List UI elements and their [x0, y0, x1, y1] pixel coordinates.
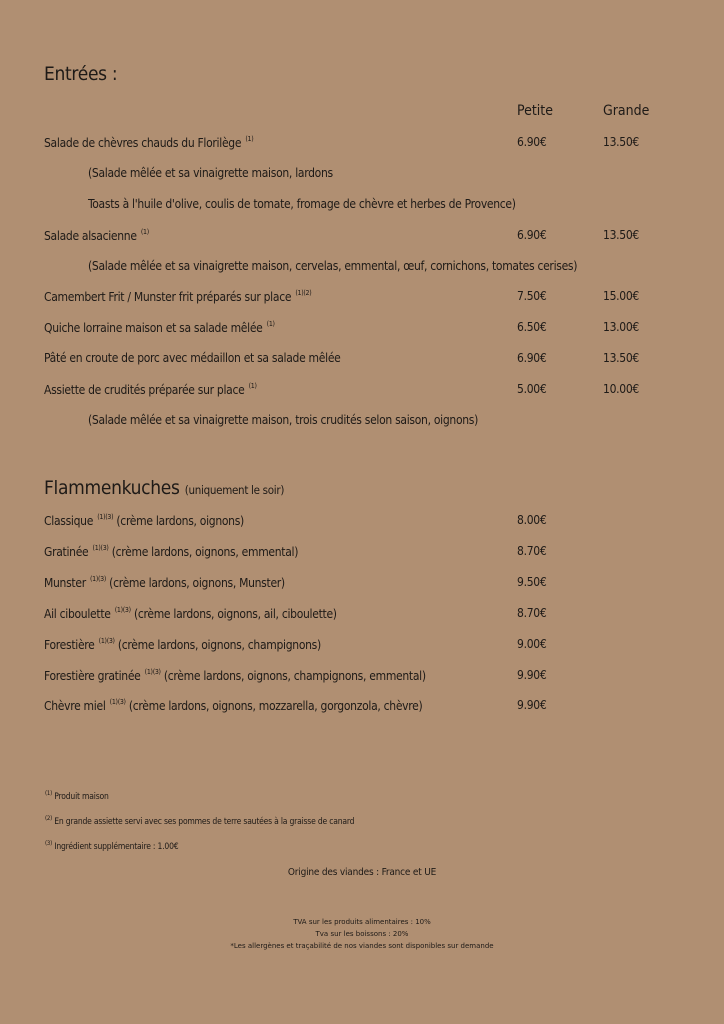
- menu-item-salade-alsacienne: [44, 228, 724, 246]
- item-footnote-mark: (1)(3): [98, 637, 115, 645]
- footnote-mark: (1): [45, 790, 53, 797]
- menu-item-munster: [44, 575, 724, 593]
- item-name: Ail ciboulette: [44, 607, 111, 621]
- price-grande: 13.50€: [603, 228, 639, 242]
- price: 9.90€: [517, 668, 547, 682]
- item-name: Camembert Frit / Munster frit préparés sur place: [44, 290, 292, 304]
- price: 8.70€: [517, 544, 547, 558]
- price-petite: 7.50€: [517, 289, 547, 303]
- item-name: Pâté en croute de porc avec médaillon et sa salade mêlée: [44, 351, 341, 365]
- menu-item-salade-chevre: [44, 135, 724, 153]
- price-petite: 6.90€: [517, 228, 547, 242]
- price: 9.50€: [517, 575, 547, 589]
- entrees-title: Entrées :: [44, 63, 118, 85]
- item-footnote-mark: (1)(2): [295, 289, 312, 297]
- price-petite: 6.90€: [517, 351, 547, 365]
- item-footnote-mark: (1)(3): [144, 668, 161, 676]
- column-header-grande: Grande: [603, 103, 650, 119]
- price-grande: 13.50€: [603, 351, 639, 365]
- item-footnote-mark: (1): [140, 228, 149, 236]
- price: 9.90€: [517, 698, 547, 712]
- price-grande: 15.00€: [603, 289, 639, 303]
- item-description: (crème lardons, oignons, champignons, emmental): [163, 669, 426, 683]
- column-header-petite: Petite: [517, 103, 553, 119]
- meat-origin: Origine des viandes : France et UE: [287, 867, 437, 878]
- menu-item-chevre-miel: [44, 698, 724, 716]
- footnote-text: En grande assiette servi avec ses pommes de terre sautées à la graisse de canard: [54, 817, 355, 827]
- price-grande: 13.00€: [603, 320, 639, 334]
- item-description: (crème lardons, oignons, ail, ciboulette): [133, 607, 337, 621]
- price-petite: 6.50€: [517, 320, 547, 334]
- item-description: (crème lardons, oignons, champignons): [117, 638, 321, 652]
- menu-item-gratinee: [44, 544, 724, 562]
- item-description: (Salade mêlée et sa vinaigrette maison, lardons: [88, 166, 333, 180]
- footnote-3: [44, 840, 178, 852]
- menu-item-classique: [44, 513, 724, 531]
- item-footnote-mark: (1): [245, 135, 254, 143]
- item-name: Munster: [44, 576, 86, 590]
- menu-item-crudites: [44, 382, 724, 400]
- item-description: (crème lardons, oignons, Munster): [109, 576, 285, 590]
- footnote-mark: (3): [45, 840, 53, 847]
- price-grande: 10.00€: [603, 382, 639, 396]
- item-description: (crème lardons, oignons): [116, 514, 244, 528]
- menu-item-ail-ciboulette: [44, 606, 724, 624]
- price: 8.00€: [517, 513, 547, 527]
- menu-item-camembert-munster: [44, 289, 724, 307]
- tva-food: TVA sur les produits alimentaires : 10%: [293, 918, 431, 926]
- price-grande: 13.50€: [603, 135, 639, 149]
- flammenkuches-heading: [44, 477, 284, 499]
- item-name: Classique: [44, 514, 94, 528]
- item-footnote-mark: (1)(3): [97, 513, 114, 521]
- item-description: (Salade mêlée et sa vinaigrette maison, trois crudités selon saison, oignons): [88, 413, 479, 427]
- price-petite: 6.90€: [517, 135, 547, 149]
- footnote-mark: (2): [45, 815, 53, 822]
- menu-item-pate-croute: [44, 351, 724, 369]
- item-name: Quiche lorraine maison et sa salade mêlée: [44, 321, 263, 335]
- item-footnote-mark: (1)(3): [89, 575, 107, 583]
- item-name: Forestière gratinée: [44, 669, 141, 683]
- item-name: Forestière: [44, 638, 95, 652]
- entrees-heading: [44, 63, 117, 85]
- item-footnote-mark: (1): [266, 320, 275, 328]
- item-name: Chèvre miel: [44, 699, 106, 713]
- item-name: Assiette de crudités préparée sur place: [44, 383, 245, 397]
- flammenkuches-title: Flammenkuches: [44, 477, 180, 499]
- allergens-note: *Les allergènes et traçabilité de nos viandes sont disponibles sur demande: [230, 942, 494, 950]
- item-description: (Salade mêlée et sa vinaigrette maison, cervelas, emmental, œuf, cornichons, tomates cerises): [88, 259, 578, 273]
- item-name: Salade alsacienne: [44, 229, 137, 243]
- price: 8.70€: [517, 606, 547, 620]
- footnote-text: Produit maison: [54, 792, 109, 802]
- item-description: Toasts à l'huile d'olive, coulis de tomate, fromage de chèvre et herbes de Provence): [88, 197, 516, 211]
- price: 9.00€: [517, 637, 547, 651]
- tva-drinks: Tva sur les boissons : 20%: [315, 930, 409, 938]
- price-petite: 5.00€: [517, 382, 547, 396]
- menu-item-forestiere: [44, 637, 724, 655]
- footnote-2: [44, 815, 354, 827]
- menu-item-forestiere-gratinee: [44, 668, 724, 686]
- item-name: Salade de chèvres chauds du Florilège: [44, 136, 242, 150]
- item-footnote-mark: (1)(3): [114, 606, 131, 614]
- item-footnote-mark: (1): [248, 382, 257, 390]
- item-description: (crème lardons, oignons, emmental): [111, 545, 299, 559]
- footnote-1: [44, 790, 109, 802]
- flammenkuches-subtitle: (uniquement le soir): [184, 483, 285, 497]
- item-name: Gratinée: [44, 545, 89, 559]
- item-description: (crème lardons, oignons, mozzarella, gorgonzola, chèvre): [128, 699, 423, 713]
- menu-item-quiche: [44, 320, 724, 338]
- footnote-text: Ingrédient supplémentaire : 1.00€: [54, 842, 179, 852]
- item-footnote-mark: (1)(3): [109, 698, 126, 706]
- item-footnote-mark: (1)(3): [92, 544, 109, 552]
